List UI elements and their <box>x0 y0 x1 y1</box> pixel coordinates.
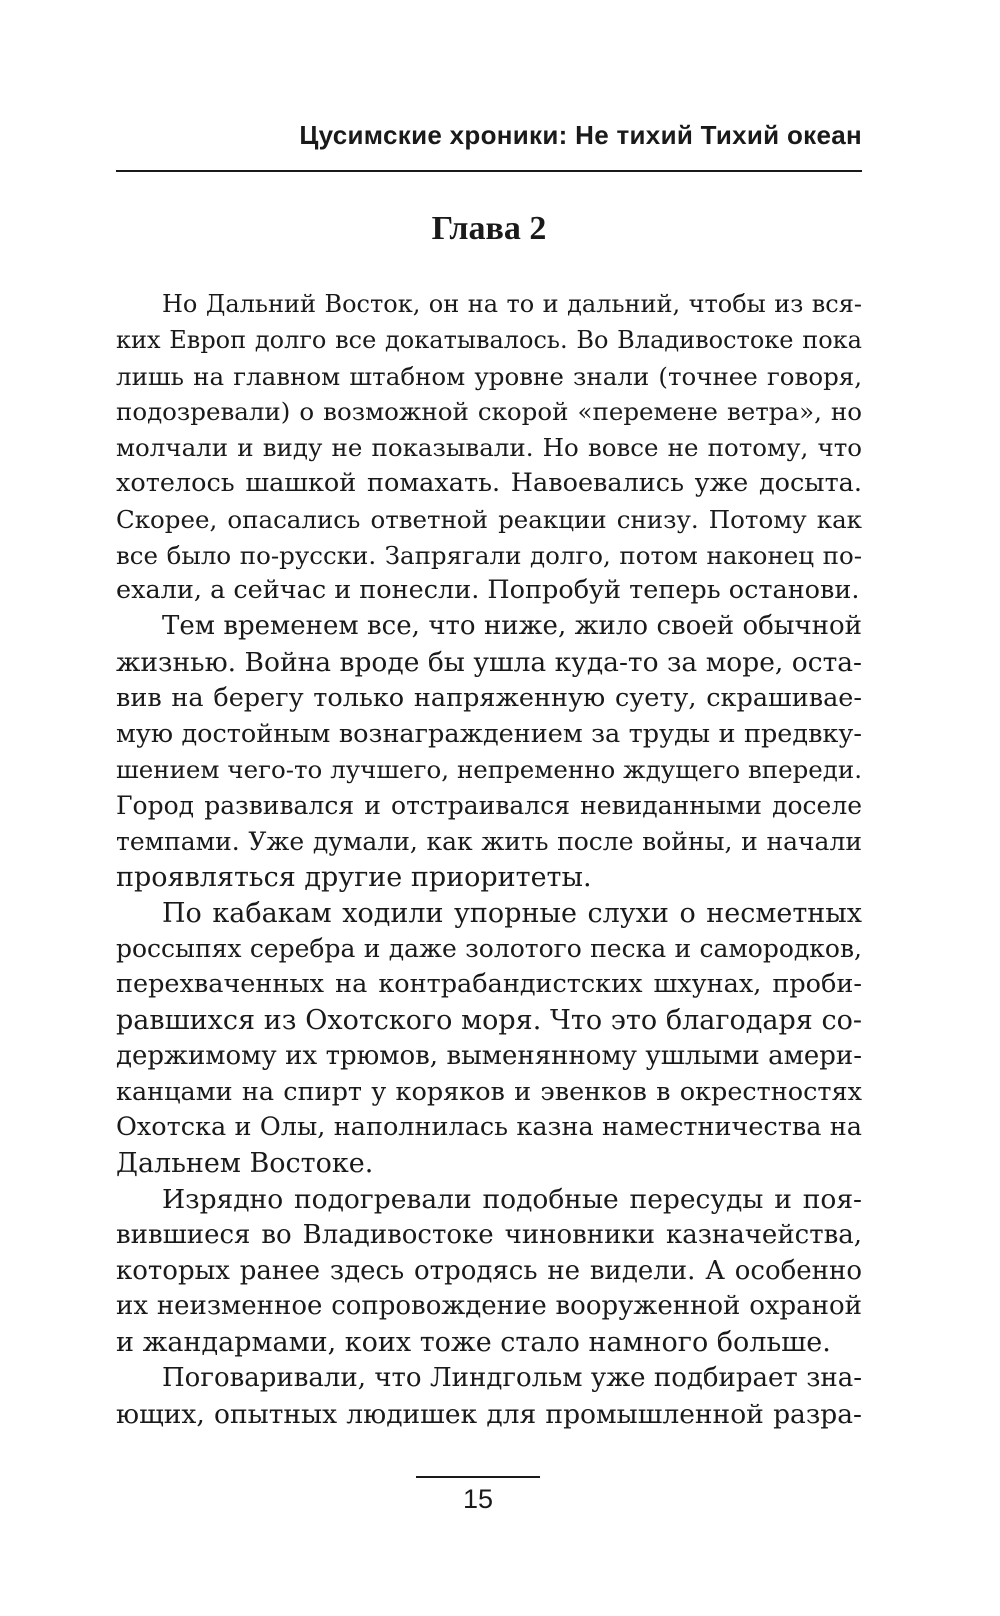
text-line: проявляться другие приоритеты. <box>116 861 592 893</box>
text-line: все было по-русски. Запрягали долго, потом наконец по- <box>116 540 862 570</box>
text-line: Скорее, опасались ответной реакции снизу. Потому как <box>116 504 862 534</box>
page-number: 15 <box>462 1484 494 1514</box>
text-line: подозревали) о возможной скорой «перемене ветра», но <box>116 397 862 427</box>
body-text <box>116 287 862 1433</box>
text-line: молчали и виду не показывали. Но вовсе не потому, что <box>116 433 862 463</box>
text-line: темпами. Уже думали, как жить после войны, и начали <box>116 826 862 856</box>
text-line: канцами на спирт у коряков и эвенков в окрестностях <box>116 1076 862 1107</box>
text-line: ющих, опытных людишек для промышленной разра- <box>116 1398 862 1430</box>
text-line: шением чего-то лучшего, непременно ждущего впереди. <box>116 755 862 785</box>
text-line: мую достойным вознаграждением за труды и предвку- <box>116 718 862 749</box>
text-line: держимому их трюмов, выменянному ушлыми амери- <box>116 1040 862 1071</box>
text-line: ехали, а сейчас и понесли. Попробуй теперь останови. <box>116 575 860 606</box>
text-line: ких Европ долго все докатывалось. Во Владивостоке пока <box>116 325 862 354</box>
text-line: Дальнем Востоке. <box>116 1148 374 1180</box>
running-header: Цусимские хроники: Не тихий Тихий океан <box>299 120 862 150</box>
text-line: Поговаривали, что Линдгольм уже подбирает зна- <box>162 1362 862 1393</box>
text-line: хотелось шашкой помахать. Навоевались уже досыта. <box>116 467 862 498</box>
text-line: Город развивался и отстраивался невиданными доселе <box>116 791 862 821</box>
text-line: равшихся из Охотского моря. Что это благодаря со- <box>116 1004 862 1036</box>
text-line: которых ранее здесь отродясь не видели. А особенно <box>116 1255 862 1286</box>
text-line: Тем временем все, что ниже, жило своей обычной <box>162 611 862 642</box>
chapter-title: Глава 2 <box>431 210 547 247</box>
text-line: Охотска и Олы, наполнилась казна наместничества на <box>116 1112 862 1143</box>
text-line: их неизменное сопровождение вооруженной охраной <box>116 1291 862 1322</box>
text-line: лишь на главном штабном уровне знали (точнее говоря, <box>116 361 862 391</box>
text-line: жизнью. Война вроде бы ушла куда-то за море, оста- <box>116 646 862 678</box>
text-line: россыпях серебра и даже золотого песка и самородков, <box>116 934 862 964</box>
text-line: По кабакам ходили упорные слухи о несметных <box>162 897 862 929</box>
text-line: вившиеся во Владивостоке чиновники казначейства, <box>116 1219 862 1250</box>
text-line: и жандармами, коих тоже стало намного больше. <box>116 1327 831 1359</box>
text-line: Изрядно подогревали подобные пересуды и поя- <box>162 1183 862 1215</box>
footer-divider <box>416 1476 540 1478</box>
text-line: вив на берегу только напряженную суету, скрашивае- <box>116 682 862 713</box>
text-line: Но Дальний Восток, он на то и дальний, чтобы из вся- <box>162 290 862 318</box>
text-line: перехваченных на контрабандистских шхунах, проби- <box>116 969 862 1000</box>
header-divider <box>116 170 862 172</box>
